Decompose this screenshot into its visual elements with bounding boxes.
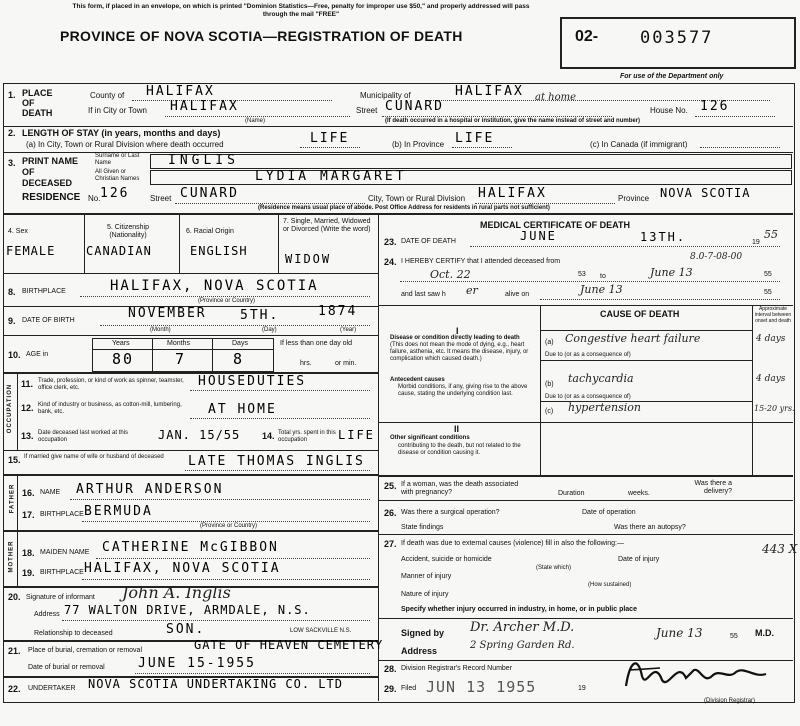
- disease-label: Disease or condition directly leading to death: [390, 335, 520, 341]
- filed-year-prefix: 19: [578, 685, 586, 692]
- birthplace-label: BIRTHPLACE: [22, 288, 66, 295]
- year-caption: (Year): [340, 327, 357, 333]
- manner-label: Manner of injury: [401, 573, 452, 580]
- filed-stamp: JUN 13 1955: [426, 678, 537, 696]
- residence-street-value: CUNARD: [180, 186, 239, 201]
- antecedent-note: Morbid conditions, if any, giving rise to the above cause, stating the underlying condition last.: [398, 384, 528, 397]
- certify-label: I HEREBY CERTIFY that I attended deceased from: [401, 258, 561, 265]
- spouse-label: If married give name of wife or husband of deceased: [24, 454, 164, 460]
- registration-prefix: 02-: [575, 28, 599, 45]
- certify-to: June 13: [650, 266, 693, 279]
- stay-c-label: (c) In Canada (if immigrant): [590, 140, 688, 149]
- delivery-label: Was there a delivery?: [694, 480, 732, 495]
- municipality-label: Municipality of: [360, 91, 411, 100]
- cause-title: CAUSE OF DEATH: [600, 309, 680, 319]
- place-number: 1.: [8, 90, 16, 100]
- certify-from-year: 53: [578, 271, 586, 278]
- cause-c-label: (c): [545, 408, 554, 415]
- burial-date-label: Date of burial or removal: [28, 664, 105, 671]
- province-label: Province: [618, 194, 650, 203]
- total-years-label: Total yrs. spent in this occupation: [278, 430, 336, 443]
- cause-a-label: (a): [545, 339, 554, 346]
- industry-value: AT HOME: [208, 402, 277, 417]
- nature-label: Nature of injury: [401, 591, 449, 598]
- last-worked-label: Date deceased last worked at this occupation: [38, 430, 129, 443]
- dod-year: 55: [764, 228, 778, 241]
- stay-a-label: (a) In City, Town or Rural Division where death occurred: [26, 140, 224, 149]
- county-value: HALIFAX: [146, 84, 215, 99]
- given-box: [150, 170, 792, 185]
- pregnancy-number: 25.: [384, 481, 397, 491]
- residence-street-label: Street: [150, 194, 172, 203]
- father-name-value: ARTHUR ANDERSON: [76, 482, 224, 497]
- stay-label: LENGTH OF STAY (in years, months and days): [22, 128, 221, 138]
- city-label: If in City or Town: [88, 106, 147, 115]
- dod-year-prefix: 19: [752, 239, 760, 246]
- birthplace-caption: (Province or Country): [198, 298, 256, 304]
- age-less-label: If less than one day old: [280, 340, 352, 347]
- father-name-label: NAME: [40, 489, 61, 496]
- informant-address-label: Address: [34, 611, 60, 618]
- external-number: 27.: [384, 539, 397, 549]
- hrs-label: hrs.: [300, 360, 312, 367]
- certify-extra: 8.0-7-08-00: [690, 252, 743, 262]
- mother-maiden-value: CATHERINE McGIBBON: [102, 540, 279, 555]
- father-side-label: FATHER: [9, 483, 16, 514]
- cause-c-interval: 15-20 yrs.: [754, 404, 795, 413]
- name-number: 3.: [8, 158, 16, 168]
- stay-b-label: (b) In Province: [392, 140, 445, 149]
- sex-label: 4. Sex: [8, 228, 28, 235]
- burial-number: 21.: [8, 646, 21, 656]
- surname-label: Surname or Last Name: [95, 153, 140, 166]
- duration-label: Duration: [558, 490, 585, 497]
- registration-number: 003577: [640, 28, 714, 48]
- informant-signature: John A. Inglis: [122, 583, 231, 602]
- street-value: CUNARD: [385, 99, 444, 114]
- dod-number: 23.: [384, 237, 397, 247]
- md-year: 55: [730, 633, 738, 640]
- residence-city-label: City, Town or Rural Division: [368, 194, 466, 203]
- mother-birthplace-label: BIRTHPLACE: [40, 569, 84, 576]
- birthplace-value: HALIFAX, NOVA SCOTIA: [110, 278, 319, 294]
- undertaker-value: NOVA SCOTIA UNDERTAKING CO. LTD: [88, 677, 343, 691]
- place-label: PLACE OF DEATH: [22, 88, 53, 118]
- residence-no-label: No.: [88, 194, 101, 203]
- dod-day: 13TH.: [640, 230, 687, 244]
- relationship-value: SON.: [166, 622, 206, 637]
- record-number-number: 28.: [384, 664, 397, 674]
- name-label: PRINT NAME OF DECEASED: [22, 156, 78, 188]
- father-name-number: 16.: [22, 488, 35, 498]
- form-title: PROVINCE OF NOVA SCOTIA—REGISTRATION OF DEATH: [60, 28, 463, 44]
- province-value: NOVA SCOTIA: [660, 186, 751, 200]
- total-years-number: 14.: [262, 431, 275, 441]
- residence-no-value: 126: [100, 186, 130, 201]
- hospital-note: (If death occurred in a hospital or institution, give the name instead of street and number): [385, 118, 641, 124]
- county-label: County of: [90, 91, 125, 100]
- registrar-signature: [620, 650, 770, 700]
- sex-value: FEMALE: [6, 244, 56, 258]
- filed-label: Filed: [401, 685, 417, 692]
- spouse-value: LATE THOMAS INGLIS: [188, 454, 365, 469]
- months-label: Months: [167, 340, 190, 347]
- informant-extra: LOW SACKVILLE N.S.: [290, 628, 352, 634]
- cause-b-value: tachycardia: [568, 372, 634, 385]
- house-value: 126: [700, 99, 730, 114]
- last-worked-value: JAN. 15/55: [158, 428, 241, 442]
- surname-box: [150, 154, 792, 169]
- last-seen-value: June 13: [580, 283, 623, 296]
- citizenship-label: 5. Citizenship (Nationality): [106, 224, 150, 239]
- pregnancy-label: If a woman, was the death associated with pregnancy?: [401, 481, 519, 496]
- mother-side-label: MOTHER: [8, 540, 15, 573]
- cause-c-value: hypertension: [568, 401, 641, 414]
- dob-day: 5TH.: [240, 308, 280, 323]
- stay-a-value: LIFE: [310, 131, 350, 146]
- md-address-value: 2 Spring Garden Rd.: [470, 640, 575, 651]
- informant-number: 20.: [8, 592, 21, 602]
- mailing-notice: This form, if placed in an envelope, on which is printed "Dominion Statistics—Free, penalty for improper use $50," and properly addressed will pass through the mail "FREE": [72, 3, 530, 18]
- last-seen-label: and last saw h: [401, 291, 446, 298]
- father-birthplace-value: BERMUDA: [84, 504, 153, 519]
- roman-one: I: [456, 326, 459, 336]
- occupation-side-label: OCCUPATION: [7, 383, 14, 434]
- residence-label: RESIDENCE: [22, 192, 81, 203]
- dod-month: JUNE: [520, 229, 557, 243]
- days-label: Days: [232, 340, 248, 347]
- informant-sig-label: Signature of informant: [26, 594, 95, 601]
- other-note: contributing to the death, but not related to the disease or condition causing it.: [398, 443, 521, 456]
- marital-label: 7. Single, Married, Widowed or Divorced (Write the word): [283, 218, 371, 233]
- md-label: M.D.: [755, 628, 774, 638]
- birthplace-number: 8.: [8, 287, 16, 297]
- state-which-label: (State which): [536, 565, 572, 571]
- relationship-label: Relationship to deceased: [34, 630, 113, 637]
- md-date: June 13: [656, 626, 703, 640]
- mother-birthplace-value: HALIFAX, NOVA SCOTIA: [84, 561, 281, 576]
- residence-note: (Residence means usual place of abode. Post Office Address for residents in rural parts not sufficient): [258, 205, 550, 211]
- interval-label: Approximate interval between onset and death: [754, 306, 792, 324]
- informant-address-value: 77 WALTON DRIVE, ARMDALE, N.S.: [64, 603, 311, 617]
- certify-number: 24.: [384, 257, 397, 267]
- last-worked-number: 13.: [21, 431, 34, 441]
- spouse-number: 15.: [8, 455, 21, 465]
- years-label: Years: [112, 340, 130, 347]
- external-label: If death was due to external causes (violence) fill in also the following:—: [401, 540, 624, 547]
- stay-number: 2.: [8, 128, 16, 138]
- min-label: or min.: [335, 360, 357, 367]
- filed-number: 29.: [384, 684, 397, 694]
- residence-city-value: HALIFAX: [478, 186, 547, 201]
- dod-label: DATE OF DEATH: [401, 238, 456, 245]
- mother-maiden-number: 18.: [22, 548, 35, 558]
- municipality-value: HALIFAX: [455, 84, 524, 99]
- age-label: AGE in: [26, 351, 49, 358]
- last-seen-year: 55: [764, 289, 772, 296]
- antecedent-label: Antecedent causes: [390, 377, 445, 383]
- month-caption: (Month): [150, 327, 171, 333]
- dob-label: DATE OF BIRTH: [22, 317, 75, 324]
- mother-birthplace-number: 19.: [22, 568, 35, 578]
- citizenship-value: CANADIAN: [86, 244, 152, 258]
- department-use-note: For use of the Department only: [620, 73, 724, 80]
- record-number-label: Division Registrar's Record Number: [401, 665, 513, 672]
- given-value: LYDIA MARGARET: [255, 169, 407, 184]
- due-to-label-2: Due to (or as a consequence of): [545, 394, 631, 400]
- due-to-label-1: Due to (or as a consequence of): [545, 352, 631, 358]
- operation-label: Was there a surgical operation?: [401, 509, 500, 516]
- marital-value: WIDOW: [285, 252, 332, 266]
- alive-label: alive on: [505, 291, 530, 298]
- disease-note: (This does not mean the mode of dying, e.g., heart failure, asthenia, etc. It means the disease, injury, or complication which caused death.): [390, 342, 529, 362]
- registrar-caption: (Division Registrar): [704, 698, 756, 704]
- street-label: Street: [356, 106, 378, 115]
- margin-code: 443 X: [762, 542, 798, 556]
- certify-to-year: 55: [764, 271, 772, 278]
- father-birthplace-number: 17.: [22, 510, 35, 520]
- findings-label: State findings: [401, 524, 444, 531]
- trade-label: Trade, profession, or kind of work as spinner, teamster, office clerk, etc.: [38, 378, 184, 391]
- industry-label: Kind of industry or business, as cotton-mill, lumbering, bank, etc.: [38, 402, 182, 415]
- dob-month: NOVEMBER: [128, 306, 207, 321]
- father-birthplace-caption: (Province or Country): [200, 523, 258, 529]
- operation-number: 26.: [384, 508, 397, 518]
- dob-year: 1874: [318, 304, 358, 319]
- signed-value: Dr. Archer M.D.: [470, 620, 575, 635]
- cause-b-label: (b): [545, 381, 554, 388]
- autopsy-label: Was there an autopsy?: [614, 524, 686, 531]
- industry-number: 12.: [21, 403, 34, 413]
- age-days-value: 8: [233, 350, 245, 368]
- total-years-value: LIFE: [338, 428, 375, 442]
- stay-b-value: LIFE: [455, 131, 495, 146]
- burial-place-label: Place of burial, cremation or removal: [28, 647, 142, 654]
- street-note: at home: [535, 92, 577, 103]
- cause-b-interval: 4 days: [756, 374, 786, 384]
- dob-number: 9.: [8, 316, 16, 326]
- mother-maiden-label: MAIDEN NAME: [40, 549, 90, 556]
- certify-to-label: to: [600, 273, 606, 280]
- day-caption: (Day): [262, 327, 277, 333]
- burial-date-value: JUNE 15-1955: [138, 656, 256, 671]
- given-label: All Given or Christian Names: [95, 169, 140, 182]
- surname-value: INGLIS: [168, 153, 239, 168]
- medical-title: MEDICAL CERTIFICATE OF DEATH: [480, 220, 630, 230]
- certify-from: Oct. 22: [430, 268, 471, 281]
- age-years-value: 80: [112, 350, 135, 368]
- trade-number: 11.: [21, 379, 34, 389]
- signed-label: Signed by: [401, 628, 445, 638]
- accident-label: Accident, suicide or homicide: [401, 556, 492, 563]
- undertaker-label: UNDERTAKER: [28, 685, 76, 692]
- trade-value: HOUSEDUTIES: [198, 374, 307, 389]
- age-months-value: 7: [175, 350, 187, 368]
- father-birthplace-label: BIRTHPLACE: [40, 511, 84, 518]
- undertaker-number: 22.: [8, 684, 21, 694]
- city-value: HALIFAX: [170, 99, 239, 114]
- operation-date-label: Date of operation: [582, 509, 636, 516]
- cause-a-value: Congestive heart failure: [565, 332, 701, 345]
- weeks-label: weeks.: [628, 490, 650, 497]
- specify-label: Specify whether injury occurred in industry, in home, or in public place: [401, 606, 637, 613]
- injury-date-label: Date of injury: [618, 556, 660, 563]
- age-number: 10.: [8, 350, 21, 360]
- name-caption: (Name): [245, 118, 266, 124]
- last-seen-suffix: er: [466, 284, 478, 297]
- other-label: Other significant conditions: [390, 435, 470, 441]
- roman-two: II: [454, 424, 460, 434]
- md-address-label: Address: [401, 646, 438, 656]
- how-label: (How sustained): [588, 582, 632, 588]
- burial-place-value: GATE OF HEAVEN CEMETERY: [194, 638, 384, 652]
- house-label: House No.: [650, 106, 688, 115]
- cause-a-interval: 4 days: [756, 334, 786, 344]
- racial-label: 6. Racial Origin: [186, 228, 234, 235]
- racial-value: ENGLISH: [190, 244, 248, 258]
